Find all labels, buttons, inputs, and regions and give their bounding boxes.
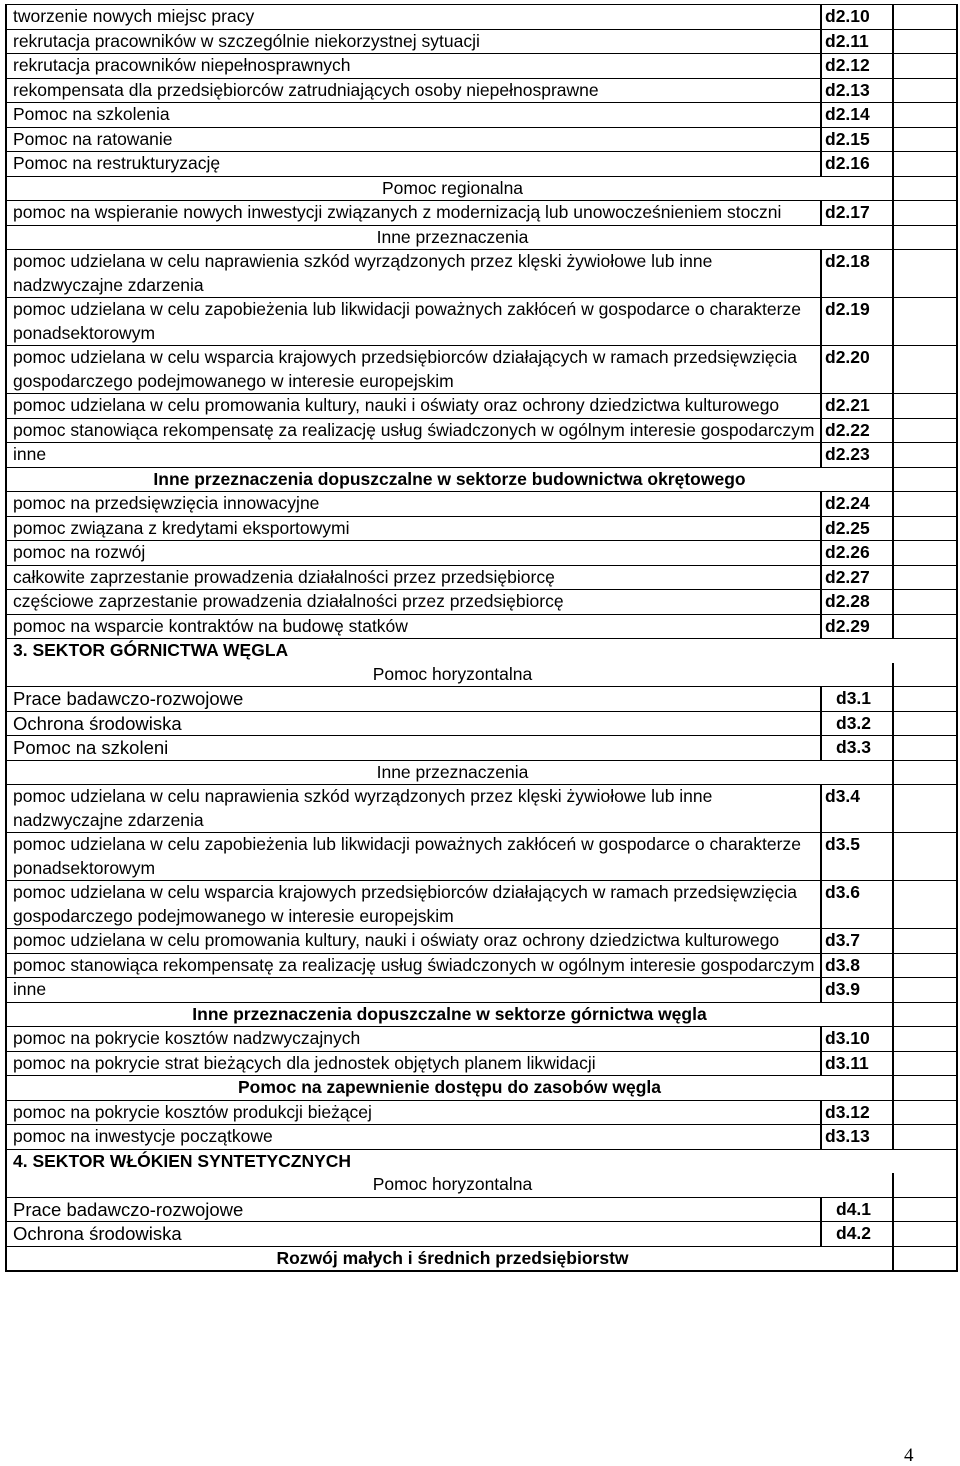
purpose-code: d2.27 xyxy=(821,565,893,590)
empty-cell xyxy=(893,54,957,79)
empty-cell xyxy=(893,103,957,128)
purpose-code: d3.7 xyxy=(821,929,893,954)
empty-cell xyxy=(893,614,957,639)
purpose-code: d3.5 xyxy=(821,833,893,881)
purpose-code: d2.21 xyxy=(821,394,893,419)
sector-heading: 3. SEKTOR GÓRNICTWA WĘGLA xyxy=(6,639,957,663)
purpose-label: pomoc na wsparcie kontraktów na budowę statków xyxy=(6,614,821,639)
purpose-label: pomoc udzielana w celu promowania kultury, nauki i oświaty oraz ochrony dziedzictwa kulturowego xyxy=(6,394,821,419)
subsection-heading: Inne przeznaczenia dopuszczalne w sektorze górnictwa węgla xyxy=(6,1002,893,1027)
table-row xyxy=(6,298,957,346)
empty-cell xyxy=(893,516,957,541)
sector-heading-row xyxy=(6,1149,957,1173)
empty-cell xyxy=(893,1125,957,1150)
subsection-heading-row xyxy=(6,1246,957,1271)
purpose-code: d3.8 xyxy=(821,953,893,978)
empty-cell xyxy=(893,953,957,978)
purpose-label: pomoc związana z kredytami eksportowymi xyxy=(6,516,821,541)
purpose-code: d2.14 xyxy=(821,103,893,128)
page-number: 4 xyxy=(904,1445,914,1466)
subsection-heading: Pomoc regionalna xyxy=(6,176,893,201)
purpose-label: pomoc udzielana w celu zapobieżenia lub likwidacji poważnych zakłóceń w gospodarce o charakterze ponadsektorowym xyxy=(6,833,821,881)
purpose-code: d3.4 xyxy=(821,785,893,833)
empty-cell xyxy=(893,152,957,177)
table-row xyxy=(6,541,957,566)
empty-cell xyxy=(893,663,957,687)
purpose-code: d3.12 xyxy=(821,1100,893,1125)
empty-cell xyxy=(893,760,957,785)
sector-heading: 4. SEKTOR WŁÓKIEN SYNTETYCZNYCH xyxy=(6,1149,957,1173)
purpose-label: inne xyxy=(6,978,821,1003)
purpose-label: Prace badawczo-rozwojowe xyxy=(6,1197,821,1222)
table-row xyxy=(6,1100,957,1125)
purpose-code: d2.13 xyxy=(821,78,893,103)
purpose-code: d4.2 xyxy=(821,1222,893,1247)
subsection-heading-row xyxy=(6,1076,957,1101)
table-row xyxy=(6,394,957,419)
subsection-heading-row xyxy=(6,663,957,687)
subsection-heading-row xyxy=(6,467,957,492)
table-row xyxy=(6,736,957,761)
purpose-label: Pomoc na szkolenia xyxy=(6,103,821,128)
empty-cell xyxy=(893,467,957,492)
purpose-label: pomoc na przedsięwzięcia innowacyjne xyxy=(6,492,821,517)
purpose-code: d2.16 xyxy=(821,152,893,177)
purpose-code: d3.10 xyxy=(821,1027,893,1052)
subsection-heading: Pomoc horyzontalna xyxy=(6,663,893,687)
empty-cell xyxy=(893,346,957,394)
table-row xyxy=(6,492,957,517)
empty-cell xyxy=(893,1173,957,1197)
table-row xyxy=(6,711,957,736)
purpose-code: d2.10 xyxy=(821,5,893,30)
purpose-label: Pomoc na ratowanie xyxy=(6,127,821,152)
empty-cell xyxy=(893,127,957,152)
empty-cell xyxy=(893,5,957,30)
purpose-label: Pomoc na szkoleni xyxy=(6,736,821,761)
purpose-code: d2.11 xyxy=(821,29,893,54)
empty-cell xyxy=(893,225,957,250)
purpose-label: tworzenie nowych miejsc pracy xyxy=(6,5,821,30)
purpose-code: d2.29 xyxy=(821,614,893,639)
purpose-code: d2.28 xyxy=(821,590,893,615)
subsection-heading: Rozwój małych i średnich przedsiębiorstw xyxy=(6,1246,893,1271)
subsection-heading: Inne przeznaczenia xyxy=(6,225,893,250)
empty-cell xyxy=(893,590,957,615)
purpose-code: d3.6 xyxy=(821,881,893,929)
purpose-label: pomoc udzielana w celu wsparcia krajowych przedsiębiorców działających w ramach przedsięwzięcia gospodarczego podejmowanego w interesie europejskim xyxy=(6,881,821,929)
sector-heading-row xyxy=(6,639,957,663)
empty-cell xyxy=(893,711,957,736)
table-row xyxy=(6,152,957,177)
table-row xyxy=(6,1125,957,1150)
purpose-code: d2.15 xyxy=(821,127,893,152)
empty-cell xyxy=(893,687,957,712)
subsection-heading: Inne przeznaczenia dopuszczalne w sektorze budownictwa okrętowego xyxy=(6,467,893,492)
empty-cell xyxy=(893,176,957,201)
purpose-code: d2.12 xyxy=(821,54,893,79)
empty-cell xyxy=(893,394,957,419)
table-row xyxy=(6,687,957,712)
empty-cell xyxy=(893,785,957,833)
empty-cell xyxy=(893,1222,957,1247)
purpose-label: pomoc na wspieranie nowych inwestycji związanych z modernizacją lub unowocześnieniem stoczni xyxy=(6,201,821,226)
purpose-label: pomoc na pokrycie kosztów produkcji bieżącej xyxy=(6,1100,821,1125)
empty-cell xyxy=(893,1027,957,1052)
empty-cell xyxy=(893,1197,957,1222)
table-row xyxy=(6,346,957,394)
purpose-code: d2.25 xyxy=(821,516,893,541)
purpose-label: pomoc udzielana w celu naprawienia szkód wyrządzonych przez klęski żywiołowe lub inne nadzwyczajne zdarzenia xyxy=(6,250,821,298)
purpose-label: Ochrona środowiska xyxy=(6,711,821,736)
purpose-label: Ochrona środowiska xyxy=(6,1222,821,1247)
purpose-label: pomoc udzielana w celu wsparcia krajowych przedsiębiorców działających w ramach przedsięwzięcia gospodarczego podejmowanego w interesie europejskim xyxy=(6,346,821,394)
table-row xyxy=(6,1197,957,1222)
table-row xyxy=(6,516,957,541)
table-row xyxy=(6,1027,957,1052)
table-row xyxy=(6,54,957,79)
purpose-label: pomoc udzielana w celu zapobieżenia lub likwidacji poważnych zakłóceń w gospodarce o charakterze ponadsektorowym xyxy=(6,298,821,346)
table-row xyxy=(6,418,957,443)
empty-cell xyxy=(893,250,957,298)
purpose-label: rekrutacja pracowników w szczególnie niekorzystnej sytuacji xyxy=(6,29,821,54)
subsection-heading: Inne przeznaczenia xyxy=(6,760,893,785)
purpose-label: Prace badawczo-rozwojowe xyxy=(6,687,821,712)
table-row xyxy=(6,5,957,30)
table-row xyxy=(6,250,957,298)
table-row xyxy=(6,978,957,1003)
purpose-label: rekompensata dla przedsiębiorców zatrudniających osoby niepełnosprawne xyxy=(6,78,821,103)
subsection-heading: Pomoc na zapewnienie dostępu do zasobów węgla xyxy=(6,1076,893,1101)
table-row xyxy=(6,103,957,128)
empty-cell xyxy=(893,201,957,226)
empty-cell xyxy=(893,565,957,590)
table-row xyxy=(6,833,957,881)
table-row xyxy=(6,443,957,468)
purpose-code: d2.26 xyxy=(821,541,893,566)
purpose-code: d3.13 xyxy=(821,1125,893,1150)
purpose-label: rekrutacja pracowników niepełnosprawnych xyxy=(6,54,821,79)
table-row xyxy=(6,1051,957,1076)
purpose-code: d2.19 xyxy=(821,298,893,346)
purpose-label: częściowe zaprzestanie prowadzenia działalności przez przedsiębiorcę xyxy=(6,590,821,615)
empty-cell xyxy=(893,881,957,929)
table-row xyxy=(6,565,957,590)
purpose-code: d2.20 xyxy=(821,346,893,394)
table-row xyxy=(6,127,957,152)
empty-cell xyxy=(893,298,957,346)
empty-cell xyxy=(893,978,957,1003)
empty-cell xyxy=(893,1246,957,1271)
purpose-label: pomoc stanowiąca rekompensatę za realizację usług świadczonych w ogólnym interesie gospodarczym xyxy=(6,418,821,443)
table-row xyxy=(6,78,957,103)
purpose-code: d3.1 xyxy=(821,687,893,712)
purpose-label: pomoc udzielana w celu promowania kultury, nauki i oświaty oraz ochrony dziedzictwa kulturowego xyxy=(6,929,821,954)
purpose-code: d2.18 xyxy=(821,250,893,298)
empty-cell xyxy=(893,443,957,468)
table-row xyxy=(6,590,957,615)
purpose-label: Pomoc na restrukturyzację xyxy=(6,152,821,177)
subsection-heading-row xyxy=(6,760,957,785)
table-row xyxy=(6,881,957,929)
table-row xyxy=(6,1222,957,1247)
purpose-code: d4.1 xyxy=(821,1197,893,1222)
empty-cell xyxy=(893,418,957,443)
table-row xyxy=(6,785,957,833)
purpose-code: d3.11 xyxy=(821,1051,893,1076)
table-row xyxy=(6,29,957,54)
empty-cell xyxy=(893,1076,957,1101)
purpose-code: d2.22 xyxy=(821,418,893,443)
subsection-heading-row xyxy=(6,1173,957,1197)
table-row xyxy=(6,929,957,954)
subsection-heading-row xyxy=(6,225,957,250)
purpose-label: pomoc na pokrycie strat bieżących dla jednostek objętych planem likwidacji xyxy=(6,1051,821,1076)
purpose-label: pomoc stanowiąca rekompensatę za realizację usług świadczonych w ogólnym interesie gospodarczym xyxy=(6,953,821,978)
empty-cell xyxy=(893,833,957,881)
aid-purpose-table xyxy=(5,4,958,1272)
purpose-label: całkowite zaprzestanie prowadzenia działalności przez przedsiębiorcę xyxy=(6,565,821,590)
purpose-label: pomoc na pokrycie kosztów nadzwyczajnych xyxy=(6,1027,821,1052)
purpose-label: pomoc na inwestycje początkowe xyxy=(6,1125,821,1150)
subsection-heading: Pomoc horyzontalna xyxy=(6,1173,893,1197)
aid-purpose-table-body xyxy=(6,5,957,1272)
purpose-label: pomoc na rozwój xyxy=(6,541,821,566)
table-row xyxy=(6,201,957,226)
empty-cell xyxy=(893,492,957,517)
purpose-code: d3.9 xyxy=(821,978,893,1003)
empty-cell xyxy=(893,1051,957,1076)
empty-cell xyxy=(893,78,957,103)
purpose-code: d2.17 xyxy=(821,201,893,226)
purpose-label: inne xyxy=(6,443,821,468)
purpose-label: pomoc udzielana w celu naprawienia szkód wyrządzonych przez klęski żywiołowe lub inne nadzwyczajne zdarzenia xyxy=(6,785,821,833)
empty-cell xyxy=(893,29,957,54)
empty-cell xyxy=(893,1100,957,1125)
empty-cell xyxy=(893,736,957,761)
purpose-code: d2.23 xyxy=(821,443,893,468)
purpose-code: d2.24 xyxy=(821,492,893,517)
empty-cell xyxy=(893,1002,957,1027)
purpose-code: d3.3 xyxy=(821,736,893,761)
subsection-heading-row xyxy=(6,1002,957,1027)
table-row xyxy=(6,953,957,978)
purpose-code: d3.2 xyxy=(821,711,893,736)
subsection-heading-row xyxy=(6,176,957,201)
table-row xyxy=(6,614,957,639)
empty-cell xyxy=(893,929,957,954)
empty-cell xyxy=(893,541,957,566)
